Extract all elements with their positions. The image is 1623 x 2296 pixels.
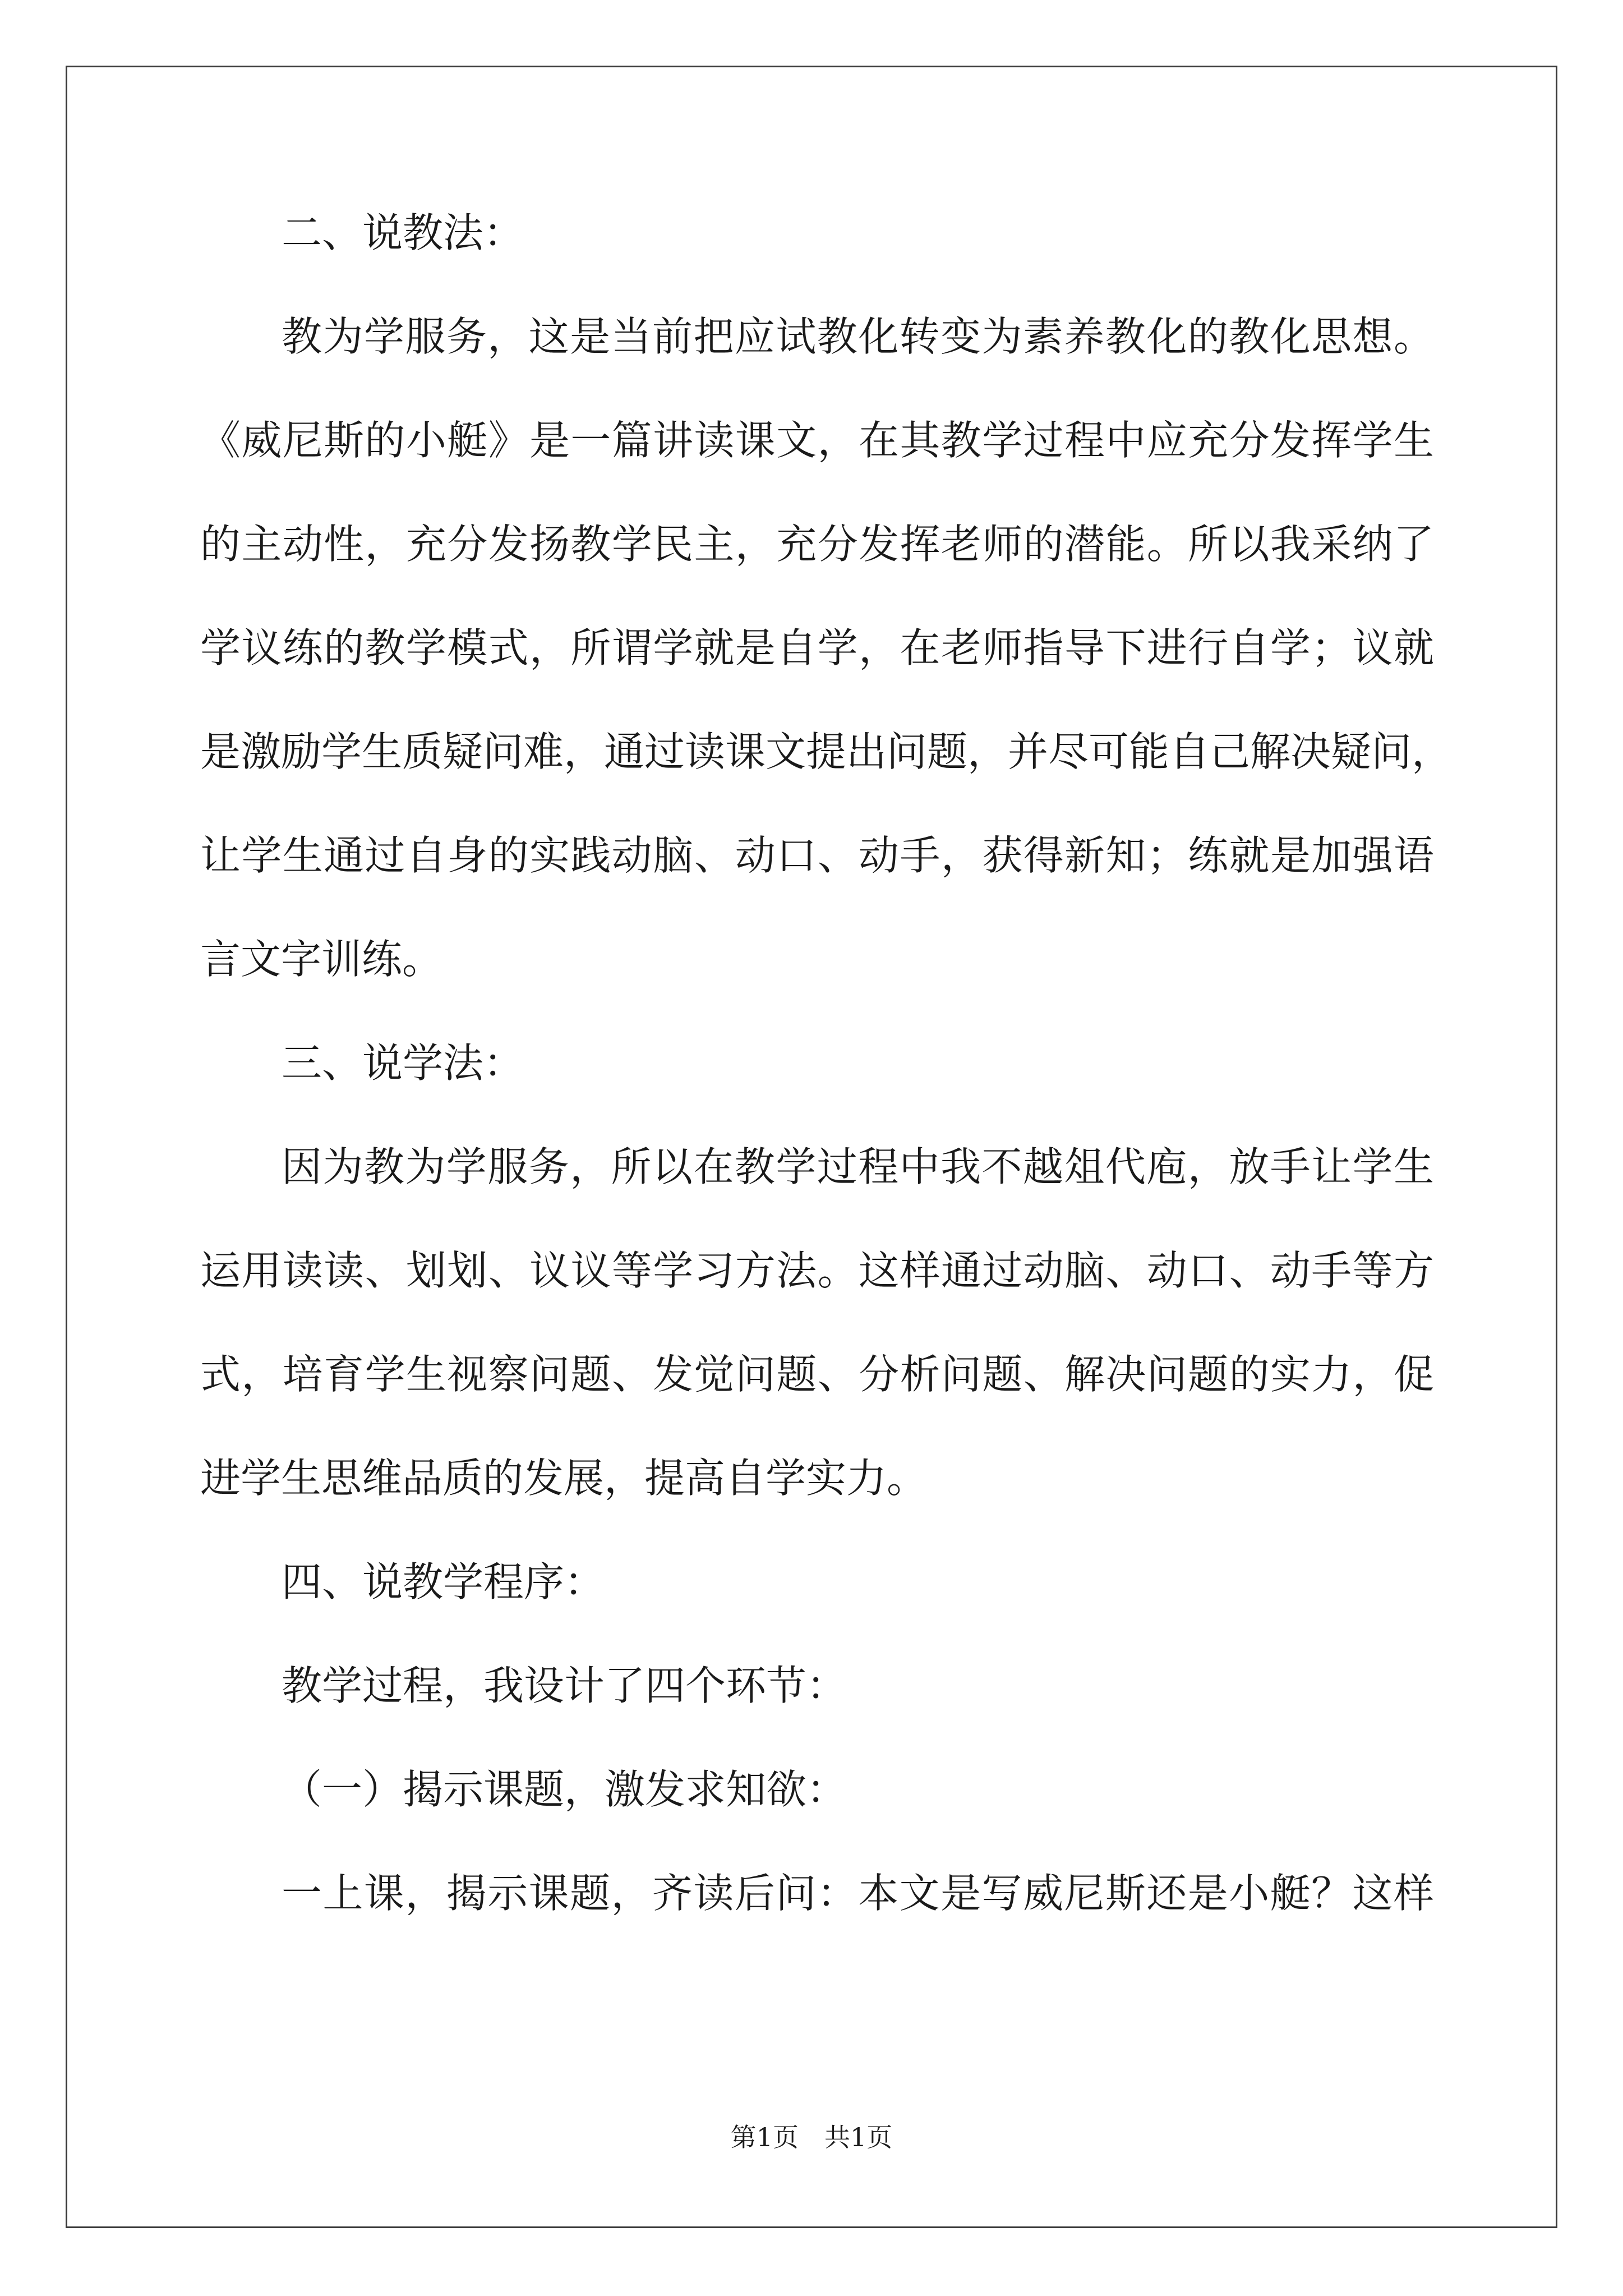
paragraph-line: 的主动性，充分发扬教学民主，充分发挥老师的潜能。所以我采纳了 bbox=[200, 521, 1434, 568]
subsection-heading: （一）揭示课题，激发求知欲： bbox=[282, 1766, 847, 1813]
section-heading: 三、说学法： bbox=[282, 1039, 524, 1087]
page-footer: 第1页 共1页 bbox=[730, 2122, 893, 2152]
paragraph-line: 教为学服务，这是当前把应试教化转变为素养教化的教化思想。 bbox=[282, 313, 1434, 360]
section-heading: 二、说教法： bbox=[282, 209, 524, 256]
paragraph-line: 教学过程，我设计了四个环节： bbox=[282, 1662, 847, 1709]
paragraph-line: 进学生思维品质的发展，提高自学实力。 bbox=[200, 1455, 928, 1502]
paragraph-line: 式，培育学生视察问题、发觉问题、分析问题、解决问题的实力，促 bbox=[200, 1351, 1434, 1398]
paragraph-line: 让学生通过自身的实践动脑、动口、动手，获得新知；练就是加强语 bbox=[200, 832, 1434, 879]
section-heading: 四、说教学程序： bbox=[282, 1558, 605, 1605]
paragraph-line: 是激励学生质疑问难，通过读课文提出问题，并尽可能自己解决疑问， bbox=[200, 728, 1453, 775]
paragraph-line: 一上课，揭示课题，齐读后问：本文是写威尼斯还是小艇？这样 bbox=[282, 1870, 1434, 1917]
paragraph-line: 学议练的教学模式，所谓学就是自学，在老师指导下进行自学；议就 bbox=[200, 624, 1434, 671]
paragraph-line: 《威尼斯的小艇》是一篇讲读课文，在其教学过程中应充分发挥学生 bbox=[200, 417, 1434, 464]
paragraph-line: 言文字训练。 bbox=[200, 936, 443, 983]
paragraph-line: 运用读读、划划、议议等学习方法。这样通过动脑、动口、动手等方 bbox=[200, 1247, 1434, 1294]
paragraph-line: 因为教为学服务，所以在教学过程中我不越俎代庖，放手让学生 bbox=[282, 1143, 1434, 1190]
